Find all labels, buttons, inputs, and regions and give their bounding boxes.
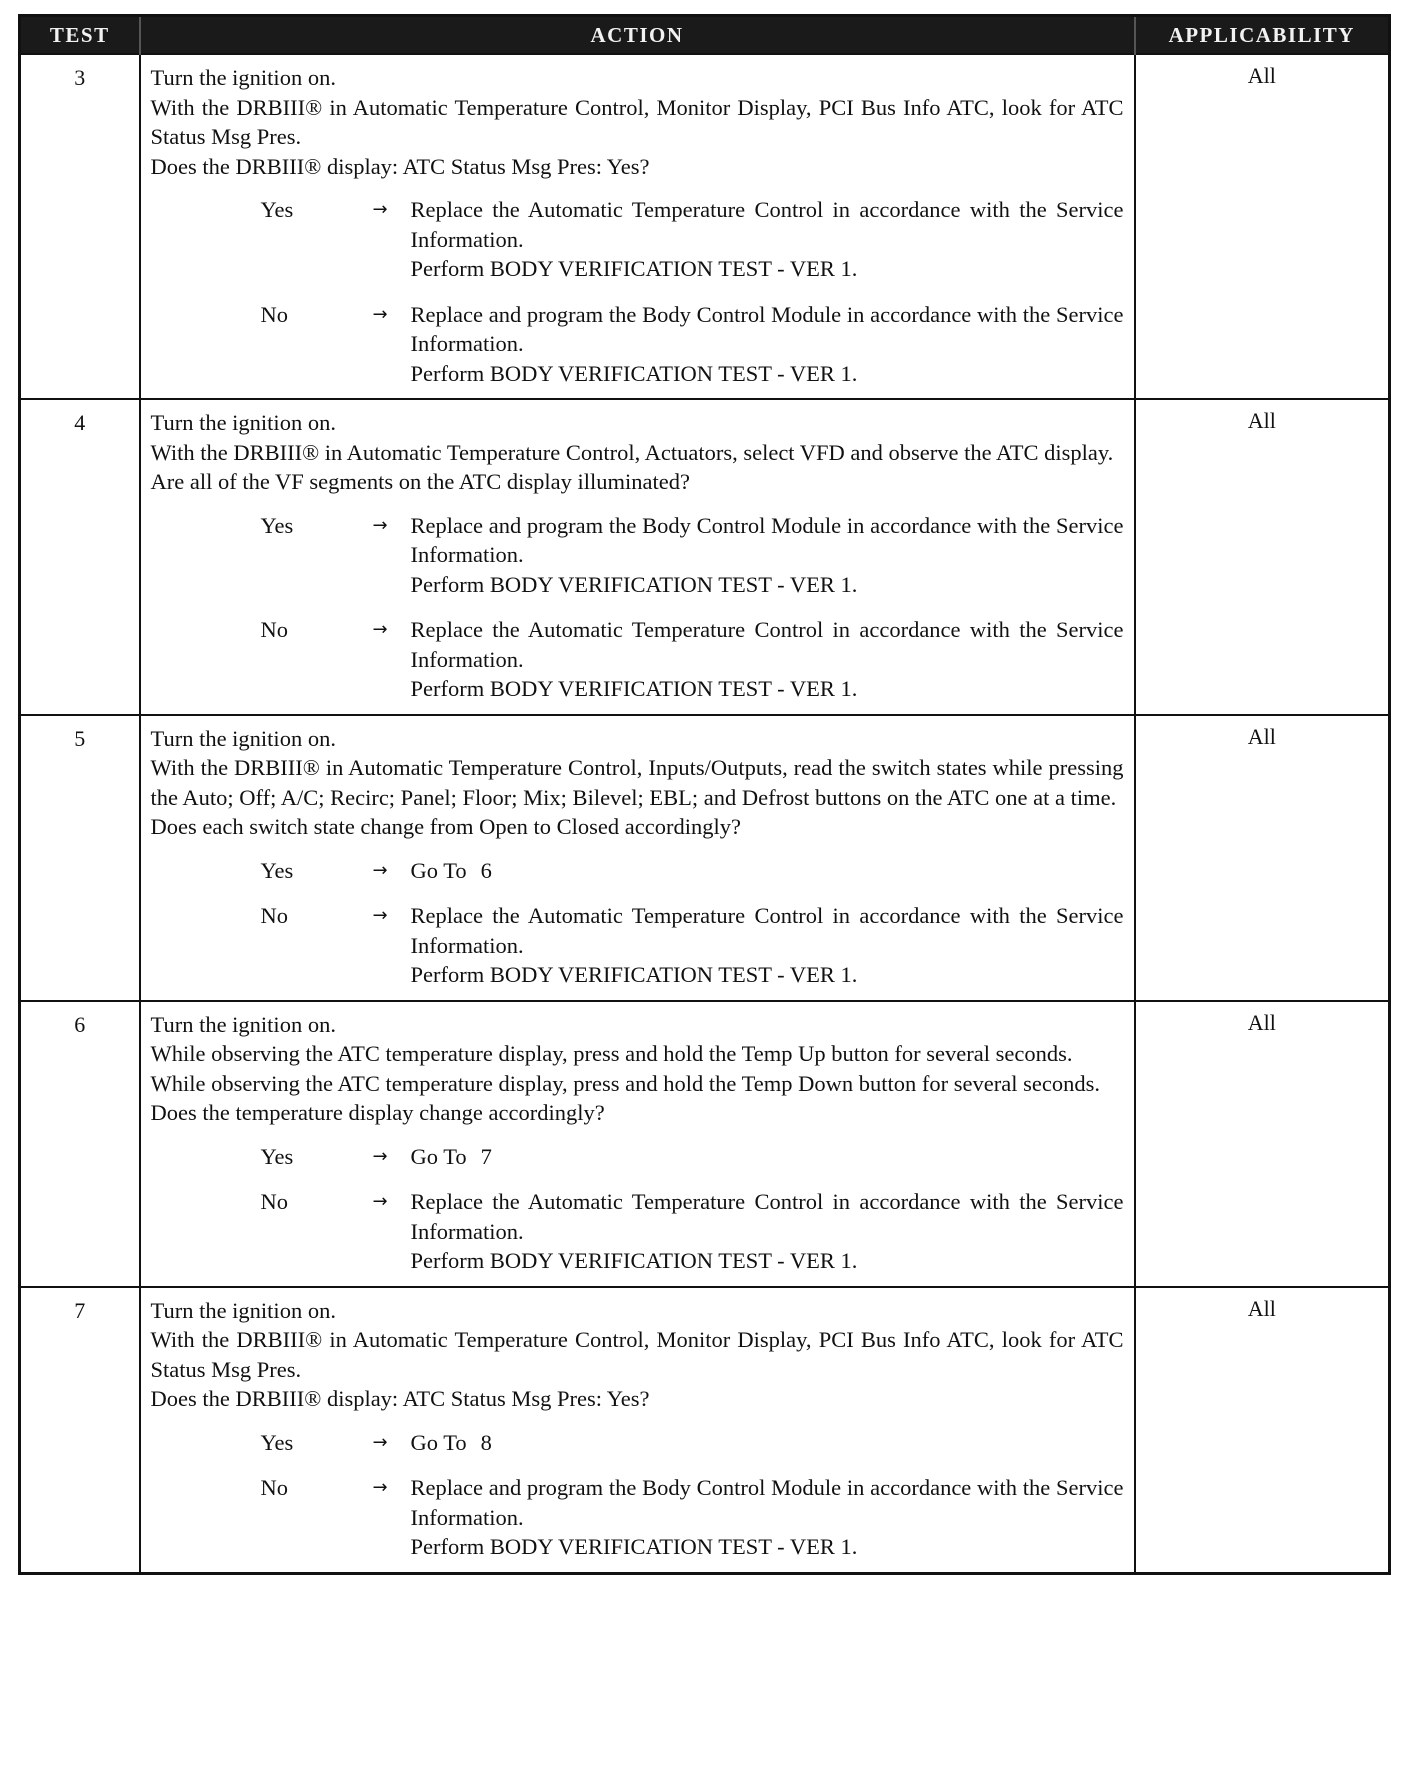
question-text: Does the DRBIII® display: ATC Status Msg Pres: Yes? <box>150 1386 650 1411</box>
outcome-text: Replace the Automatic Temperature Control in accordance with the Service Information. <box>410 1189 1124 1244</box>
outcome-text: Replace and program the Body Control Module in accordance with the Service Information. <box>410 1475 1124 1530</box>
table-row <box>20 715 1390 1001</box>
arrow-icon: → <box>372 303 388 325</box>
no-label: No <box>260 617 288 642</box>
arrow-icon: → <box>372 514 388 536</box>
outcome-text: Replace and program the Body Control Module in accordance with the Service Information. <box>410 301 1124 356</box>
perform-text: Perform BODY VERIFICATION TEST - VER 1. <box>410 571 858 597</box>
no-outcome <box>151 615 1124 704</box>
no-outcome <box>151 300 1124 389</box>
perform-text: Perform BODY VERIFICATION TEST - VER 1. <box>410 962 858 987</box>
no-outcome <box>151 1187 1124 1276</box>
diagnostic-page <box>18 14 1390 1575</box>
table-row <box>20 1001 1390 1287</box>
perform-text: Perform BODY VERIFICATION TEST - VER 1. <box>410 256 858 281</box>
diagnostic-table <box>18 14 1391 1575</box>
action-cell <box>140 715 1135 1001</box>
yes-outcome <box>151 1428 1124 1458</box>
table-header <box>20 16 1390 55</box>
outcome-text: Replace the Automatic Temperature Control in accordance with the Service Information. <box>410 903 1124 958</box>
yes-outcome <box>151 511 1124 600</box>
question-text: Are all of the VF segments on the ATC display illuminated? <box>150 469 691 494</box>
step-text: While observing the ATC temperature display, press and hold the Temp Down button for several seconds. <box>150 1070 1100 1096</box>
outcome-text: Replace and program the Body Control Module in accordance with the Service Information. <box>410 512 1124 567</box>
applicability-cell: All <box>1135 399 1390 715</box>
table-row <box>20 54 1390 399</box>
no-label: No <box>260 301 288 327</box>
goto-text: Go To <box>410 857 467 883</box>
step-text: With the DRBIII® in Automatic Temperature Control, Inputs/Outputs, read the switch states while pressing the Auto; Off; A/C; Recirc; Panel; Floor; Mix; Bilevel; EBL; and Defrost buttons on the ATC one at a time. <box>150 755 1124 810</box>
header-test: TEST <box>20 16 140 55</box>
test-number: 7 <box>20 1287 140 1574</box>
step-text: While observing the ATC temperature display, press and hold the Temp Up button for several seconds. <box>150 1041 1073 1066</box>
question-text: Does the DRBIII® display: ATC Status Msg Pres: Yes? <box>150 153 650 179</box>
arrow-icon: → <box>372 199 388 220</box>
perform-text: Perform BODY VERIFICATION TEST - VER 1. <box>410 360 858 386</box>
yes-label: Yes <box>260 857 294 883</box>
action-cell <box>140 54 1135 399</box>
table-row <box>20 399 1390 715</box>
goto-text: Go To <box>410 1429 467 1455</box>
test-number: 4 <box>20 399 140 715</box>
table-row <box>20 1287 1390 1574</box>
yes-label: Yes <box>260 197 294 222</box>
step-text: Turn the ignition on. <box>150 1011 336 1037</box>
applicability-cell: All <box>1135 1001 1390 1287</box>
action-cell <box>140 1001 1135 1287</box>
no-label: No <box>260 1475 288 1500</box>
perform-text: Perform BODY VERIFICATION TEST - VER 1. <box>410 1534 858 1559</box>
question-text: Does the temperature display change accordingly? <box>150 1100 605 1125</box>
question-text: Does each switch state change from Open to Closed accordingly? <box>150 814 741 839</box>
outcome-text: Replace the Automatic Temperature Control in accordance with the Service Information. <box>410 197 1124 252</box>
yes-label: Yes <box>260 512 294 538</box>
arrow-icon: → <box>372 1191 388 1212</box>
goto-text: Go To <box>410 1143 467 1169</box>
action-cell <box>140 399 1135 715</box>
action-cell <box>140 1287 1135 1574</box>
step-text: With the DRBIII® in Automatic Temperature Control, Monitor Display, PCI Bus Info ATC, look for ATC Status Msg Pres. <box>150 1327 1124 1382</box>
no-label: No <box>260 903 288 928</box>
test-number: 3 <box>20 54 140 399</box>
yes-label: Yes <box>260 1429 294 1455</box>
step-text: Turn the ignition on. <box>150 65 336 90</box>
yes-outcome <box>151 195 1124 284</box>
arrow-icon: → <box>372 619 388 640</box>
arrow-icon: → <box>372 1145 388 1167</box>
applicability-cell: All <box>1135 54 1390 399</box>
arrow-icon: → <box>372 1431 388 1453</box>
goto-test-link: 8 <box>480 1429 492 1455</box>
test-number: 5 <box>20 715 140 1001</box>
outcome-text: Replace the Automatic Temperature Control in accordance with the Service Information. <box>410 617 1124 672</box>
yes-outcome <box>151 856 1124 886</box>
step-text: Turn the ignition on. <box>150 1297 336 1323</box>
arrow-icon: → <box>372 859 388 881</box>
applicability-cell: All <box>1135 715 1390 1001</box>
applicability-cell: All <box>1135 1287 1390 1574</box>
yes-outcome <box>151 1142 1124 1172</box>
perform-text: Perform BODY VERIFICATION TEST - VER 1. <box>410 676 858 701</box>
perform-text: Perform BODY VERIFICATION TEST - VER 1. <box>410 1248 858 1273</box>
goto-test-link: 7 <box>480 1143 492 1169</box>
no-outcome <box>151 901 1124 990</box>
step-text: Turn the ignition on. <box>150 725 336 751</box>
arrow-icon: → <box>372 1477 388 1498</box>
step-text: Turn the ignition on. <box>150 410 336 435</box>
goto-test-link: 6 <box>480 857 492 883</box>
header-action: ACTION <box>140 16 1135 55</box>
arrow-icon: → <box>372 905 388 926</box>
no-outcome <box>151 1473 1124 1562</box>
no-label: No <box>260 1189 288 1214</box>
test-number: 6 <box>20 1001 140 1287</box>
step-text: With the DRBIII® in Automatic Temperature Control, Monitor Display, PCI Bus Info ATC, look for ATC Status Msg Pres. <box>150 94 1124 149</box>
step-text: With the DRBIII® in Automatic Temperature Control, Actuators, select VFD and observe the ATC display. <box>150 439 1114 465</box>
header-applicability: APPLICABILITY <box>1135 16 1390 55</box>
yes-label: Yes <box>260 1143 294 1169</box>
